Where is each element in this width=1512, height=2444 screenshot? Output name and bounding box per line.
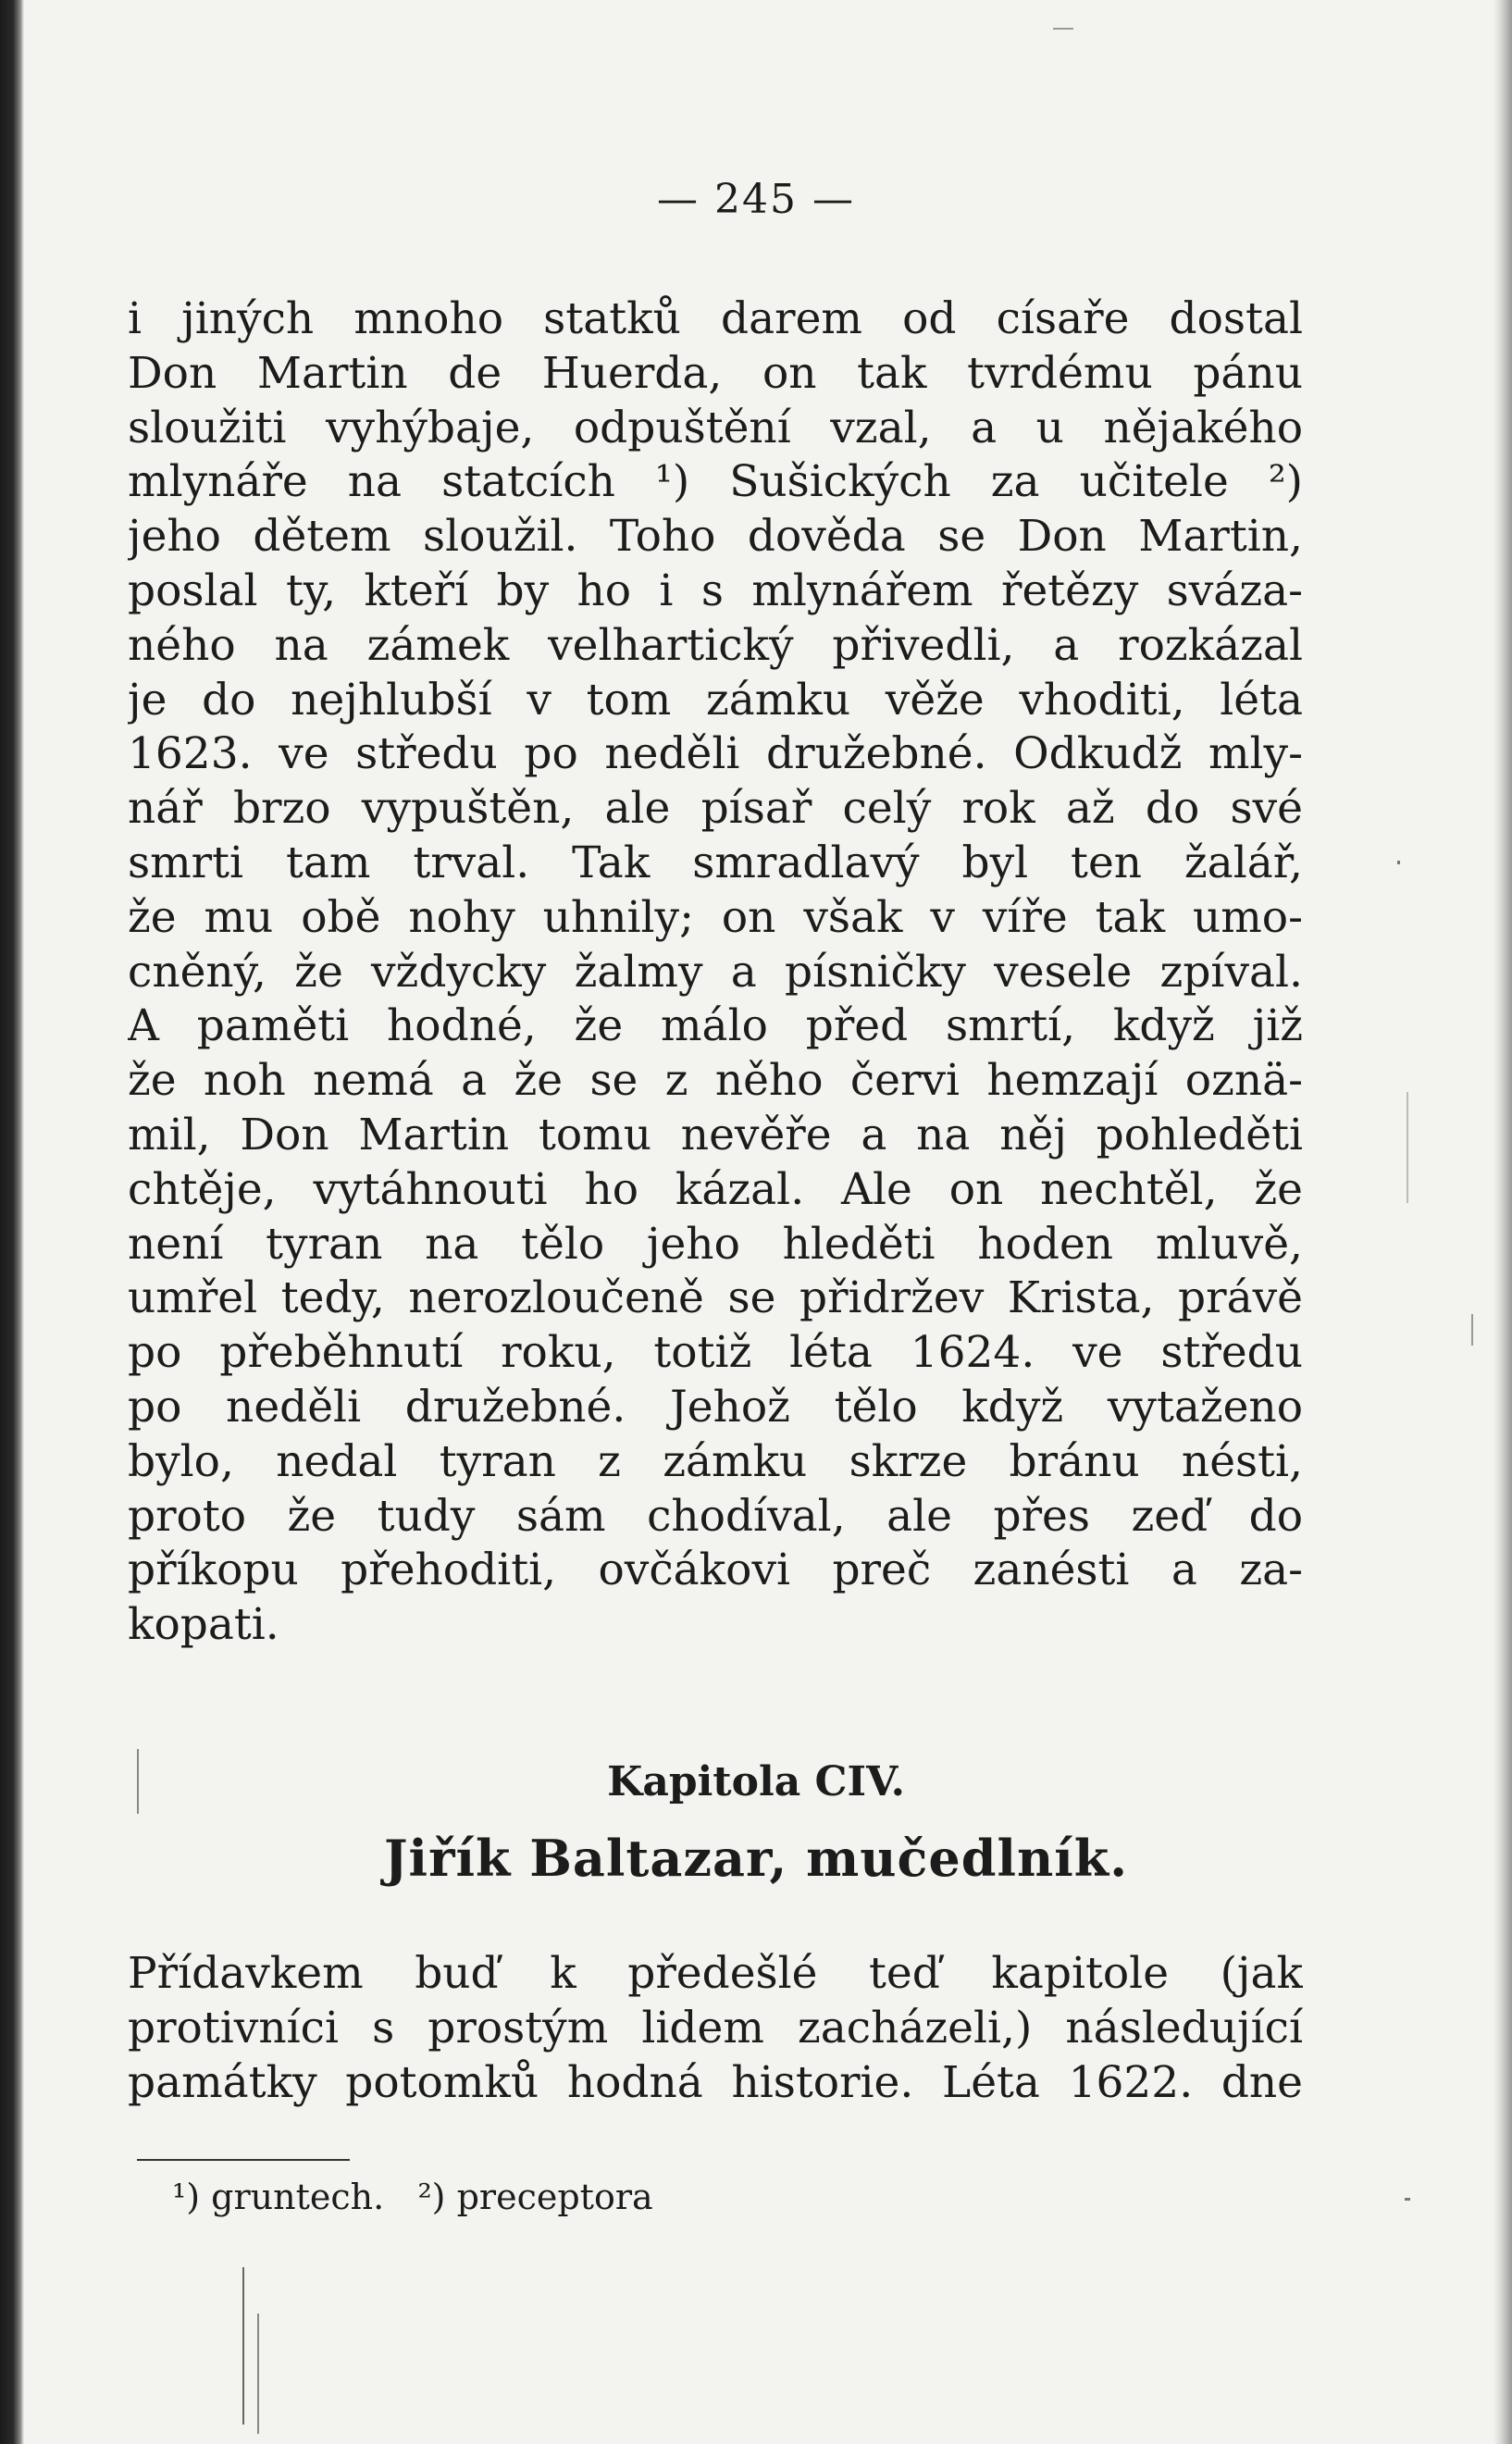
- scan-artifact: [257, 2314, 259, 2434]
- text-line: Don Martin de Huerda, on tak tvrdému pánu: [128, 347, 1303, 399]
- text-line: mil, Don Martin tomu nevěře a na něj pohleděti: [128, 1109, 1303, 1160]
- text-line: cněný, že vždycky žalmy a písničky vesele zpíval.: [128, 946, 1303, 998]
- text-line: jeho dětem sloužil. Toho dověda se Don Martin,: [128, 511, 1303, 563]
- text-line: Přídavkem buď k předešlé teď kapitole (jak: [128, 1948, 1303, 1999]
- text-line: bylo, nedal tyran z zámku skrze bránu nésti,: [128, 1435, 1303, 1487]
- text-line: chtěje, vytáhnouti ho kázal. Ale on nechtěl, že: [128, 1163, 1303, 1215]
- text-line: po přeběhnutí roku, totiž léta 1624. ve středu: [128, 1327, 1303, 1379]
- scan-artifact: [1471, 1314, 1473, 1346]
- page-outer-edge: [1493, 0, 1512, 2444]
- page-number: — 245 —: [657, 176, 855, 223]
- chapter-label: Kapitola CIV.: [607, 1758, 905, 1805]
- footnote-mark-1: ¹): [172, 2177, 201, 2217]
- text-line: příkopu přehoditi, ovčákovi preč zanésti a za-: [128, 1545, 1303, 1596]
- text-line: sloužiti vyhýbaje, odpuštění vzal, a u nějakého: [128, 402, 1303, 453]
- text-line: proto že tudy sám chodíval, ale přes zeď do: [128, 1490, 1303, 1542]
- scan-artifact: [1407, 1092, 1408, 1203]
- text-line: památky potomků hodná historie. Léta 1622. dne: [128, 2056, 1303, 2108]
- text-line: že noh nemá a že se z něho červi hemzají oznä-: [128, 1055, 1303, 1107]
- text-line: poslal ty, kteří by ho i s mlynářem řetězy sváza-: [128, 564, 1303, 616]
- text-line: i jiných mnoho statků darem od císaře dostal: [128, 293, 1303, 344]
- text-line: ného na zámek velhartický přivedli, a rozkázal: [128, 619, 1303, 671]
- main-paragraph: [128, 292, 1303, 1653]
- scan-artifact: [1397, 861, 1400, 864]
- text-line: že mu obě nohy uhnily; on však v víře tak umo-: [128, 891, 1303, 943]
- footnotes: [172, 2177, 653, 2217]
- page-binding-edge: [0, 0, 24, 2444]
- scan-artifact: [137, 1749, 139, 1814]
- text-line: není tyran na tělo jeho hleděti hoden mluvě,: [128, 1218, 1303, 1270]
- text-line: kopati.: [128, 1599, 279, 1651]
- footnote-text-2: preceptora: [456, 2177, 653, 2217]
- text-line: 1623. ve středu po neděli družebné. Odkudž mly-: [128, 728, 1303, 780]
- footnote-text-1: gruntech.: [211, 2177, 385, 2217]
- text-line: nář brzo vypuštěn, ale písař celý rok až do své: [128, 783, 1303, 835]
- text-line: mlynáře na statcích ¹) Sušických za učitele ²): [128, 456, 1303, 508]
- text-line: A paměti hodné, že málo před smrtí, když již: [128, 1000, 1303, 1052]
- text-line: umřel tedy, nerozloučeně se přidržev Krista, právě: [128, 1272, 1303, 1324]
- text-line: je do nejhlubší v tom zámku věže vhoditi, léta: [128, 674, 1303, 726]
- text-line: protivníci s prostým lidem zacházeli,) následující: [128, 2002, 1303, 2053]
- chapter-paragraph: [128, 1947, 1303, 2110]
- scan-artifact: [1405, 2198, 1410, 2201]
- scan-artifact: [242, 2267, 244, 2425]
- text-line: po neděli družebné. Jehož tělo když vytaženo: [128, 1381, 1303, 1433]
- footnote-mark-2: ²): [417, 2177, 446, 2217]
- footnote-divider: [137, 2159, 350, 2161]
- text-line: smrti tam trval. Tak smradlavý byl ten žalář,: [128, 837, 1303, 888]
- scan-artifact: [1053, 28, 1073, 30]
- chapter-title: Jiřík Baltazar, mučedlník.: [384, 1829, 1128, 1888]
